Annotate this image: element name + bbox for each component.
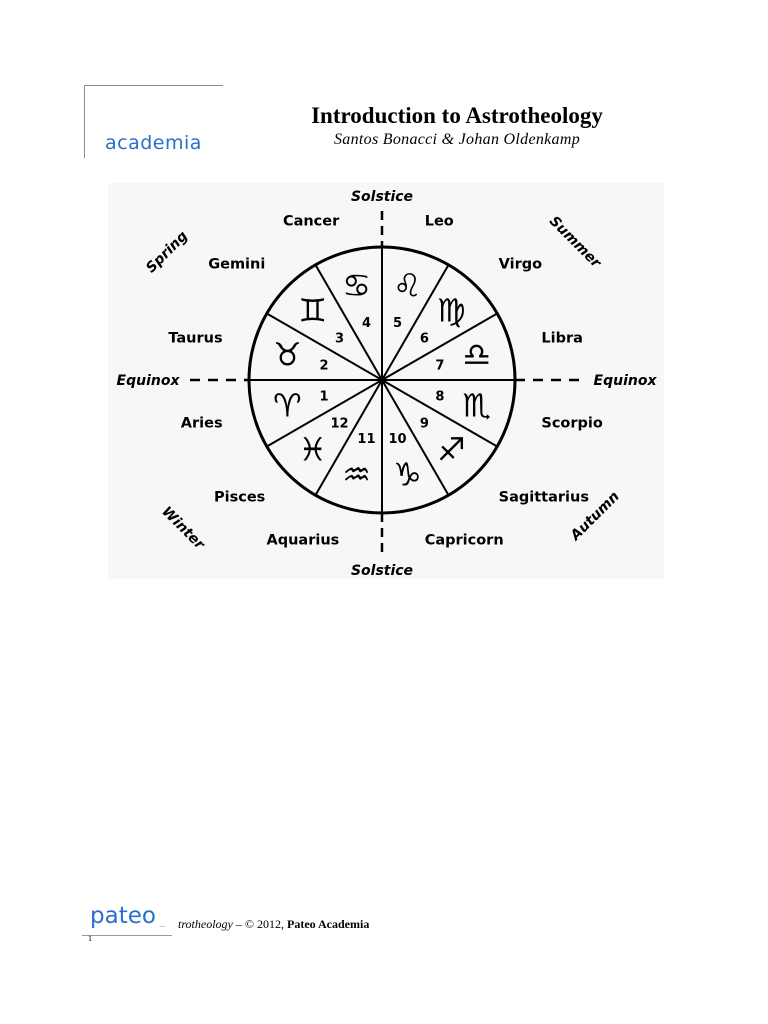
footer-doc-title: trotheology bbox=[178, 917, 233, 931]
document-title: Introduction to Astrotheology bbox=[311, 103, 603, 128]
sign-number-10: 10 bbox=[388, 431, 407, 447]
zodiac-capricorn-icon: ♑ bbox=[393, 455, 422, 494]
zodiac-taurus-icon: ♉ bbox=[272, 335, 302, 374]
footer-logo-dots: .. bbox=[160, 920, 166, 929]
zodiac-virgo-icon: ♍ bbox=[436, 291, 466, 330]
sign-number-6: 6 bbox=[419, 331, 429, 347]
sign-name-sagittarius: Sagittarius bbox=[498, 489, 589, 506]
sign-name-capricorn: Capricorn bbox=[424, 532, 504, 549]
season-winter-label: Winter bbox=[158, 503, 208, 553]
season-autumn-label: Autumn bbox=[567, 488, 623, 544]
zodiac-gemini-icon: ♊ bbox=[298, 291, 328, 330]
zodiac-aries-icon: ♈ bbox=[272, 386, 302, 425]
sign-name-libra: Libra bbox=[541, 330, 583, 347]
zodiac-wheel-figure bbox=[108, 183, 664, 579]
sign-name-aries: Aries bbox=[180, 415, 223, 432]
sign-name-leo: Leo bbox=[424, 213, 454, 230]
sign-number-12: 12 bbox=[330, 416, 349, 432]
sign-name-virgo: Virgo bbox=[498, 256, 543, 273]
solstice-bottom-label: Solstice bbox=[350, 563, 414, 579]
zodiac-leo-icon: ♌ bbox=[393, 266, 422, 305]
sign-number-7: 7 bbox=[435, 358, 445, 374]
sign-number-1: 1 bbox=[319, 389, 329, 405]
zodiac-cancer-icon: ♋ bbox=[342, 266, 371, 305]
sign-number-5: 5 bbox=[393, 316, 403, 332]
document-authors: Santos Bonacci & Johan Oldenkamp bbox=[334, 131, 580, 148]
equinox-left-label: Equinox bbox=[116, 373, 180, 389]
header-logo-text: academia bbox=[105, 132, 202, 154]
sign-name-taurus: Taurus bbox=[168, 330, 223, 347]
footer-line bbox=[178, 917, 369, 932]
sign-number-2: 2 bbox=[319, 358, 329, 374]
sign-number-11: 11 bbox=[357, 431, 376, 447]
season-spring-label: Spring bbox=[143, 228, 192, 277]
footer-separator: – bbox=[232, 917, 245, 931]
equinox-right-label: Equinox bbox=[593, 373, 657, 389]
sign-number-8: 8 bbox=[435, 389, 445, 405]
zodiac-sagittarius-icon: ♐ bbox=[436, 430, 466, 469]
header-logo bbox=[84, 85, 223, 158]
sign-name-scorpio: Scorpio bbox=[541, 415, 603, 432]
zodiac-pisces-icon: ♓ bbox=[298, 430, 328, 469]
season-summer-label: Summer bbox=[545, 213, 604, 272]
sign-number-3: 3 bbox=[335, 331, 345, 347]
sign-number-9: 9 bbox=[419, 416, 429, 432]
zodiac-aquarius-icon: ♒ bbox=[342, 455, 371, 494]
zodiac-wheel-svg bbox=[108, 183, 664, 579]
sign-name-gemini: Gemini bbox=[208, 256, 266, 273]
solstice-top-label: Solstice bbox=[350, 189, 414, 205]
sign-name-aquarius: Aquarius bbox=[266, 532, 340, 549]
sign-number-4: 4 bbox=[361, 316, 371, 332]
footer-copyright: © 2012, bbox=[244, 917, 288, 931]
zodiac-libra-icon: ♎ bbox=[462, 335, 492, 374]
footer-logo-text: pateo bbox=[90, 903, 156, 929]
sign-name-cancer: Cancer bbox=[282, 213, 340, 230]
sign-name-pisces: Pisces bbox=[214, 489, 266, 506]
footer-publisher: Pateo Academia bbox=[287, 917, 370, 931]
page-number: 1 bbox=[88, 934, 92, 943]
footer-logo bbox=[82, 903, 172, 936]
zodiac-scorpio-icon: ♏ bbox=[462, 386, 492, 425]
